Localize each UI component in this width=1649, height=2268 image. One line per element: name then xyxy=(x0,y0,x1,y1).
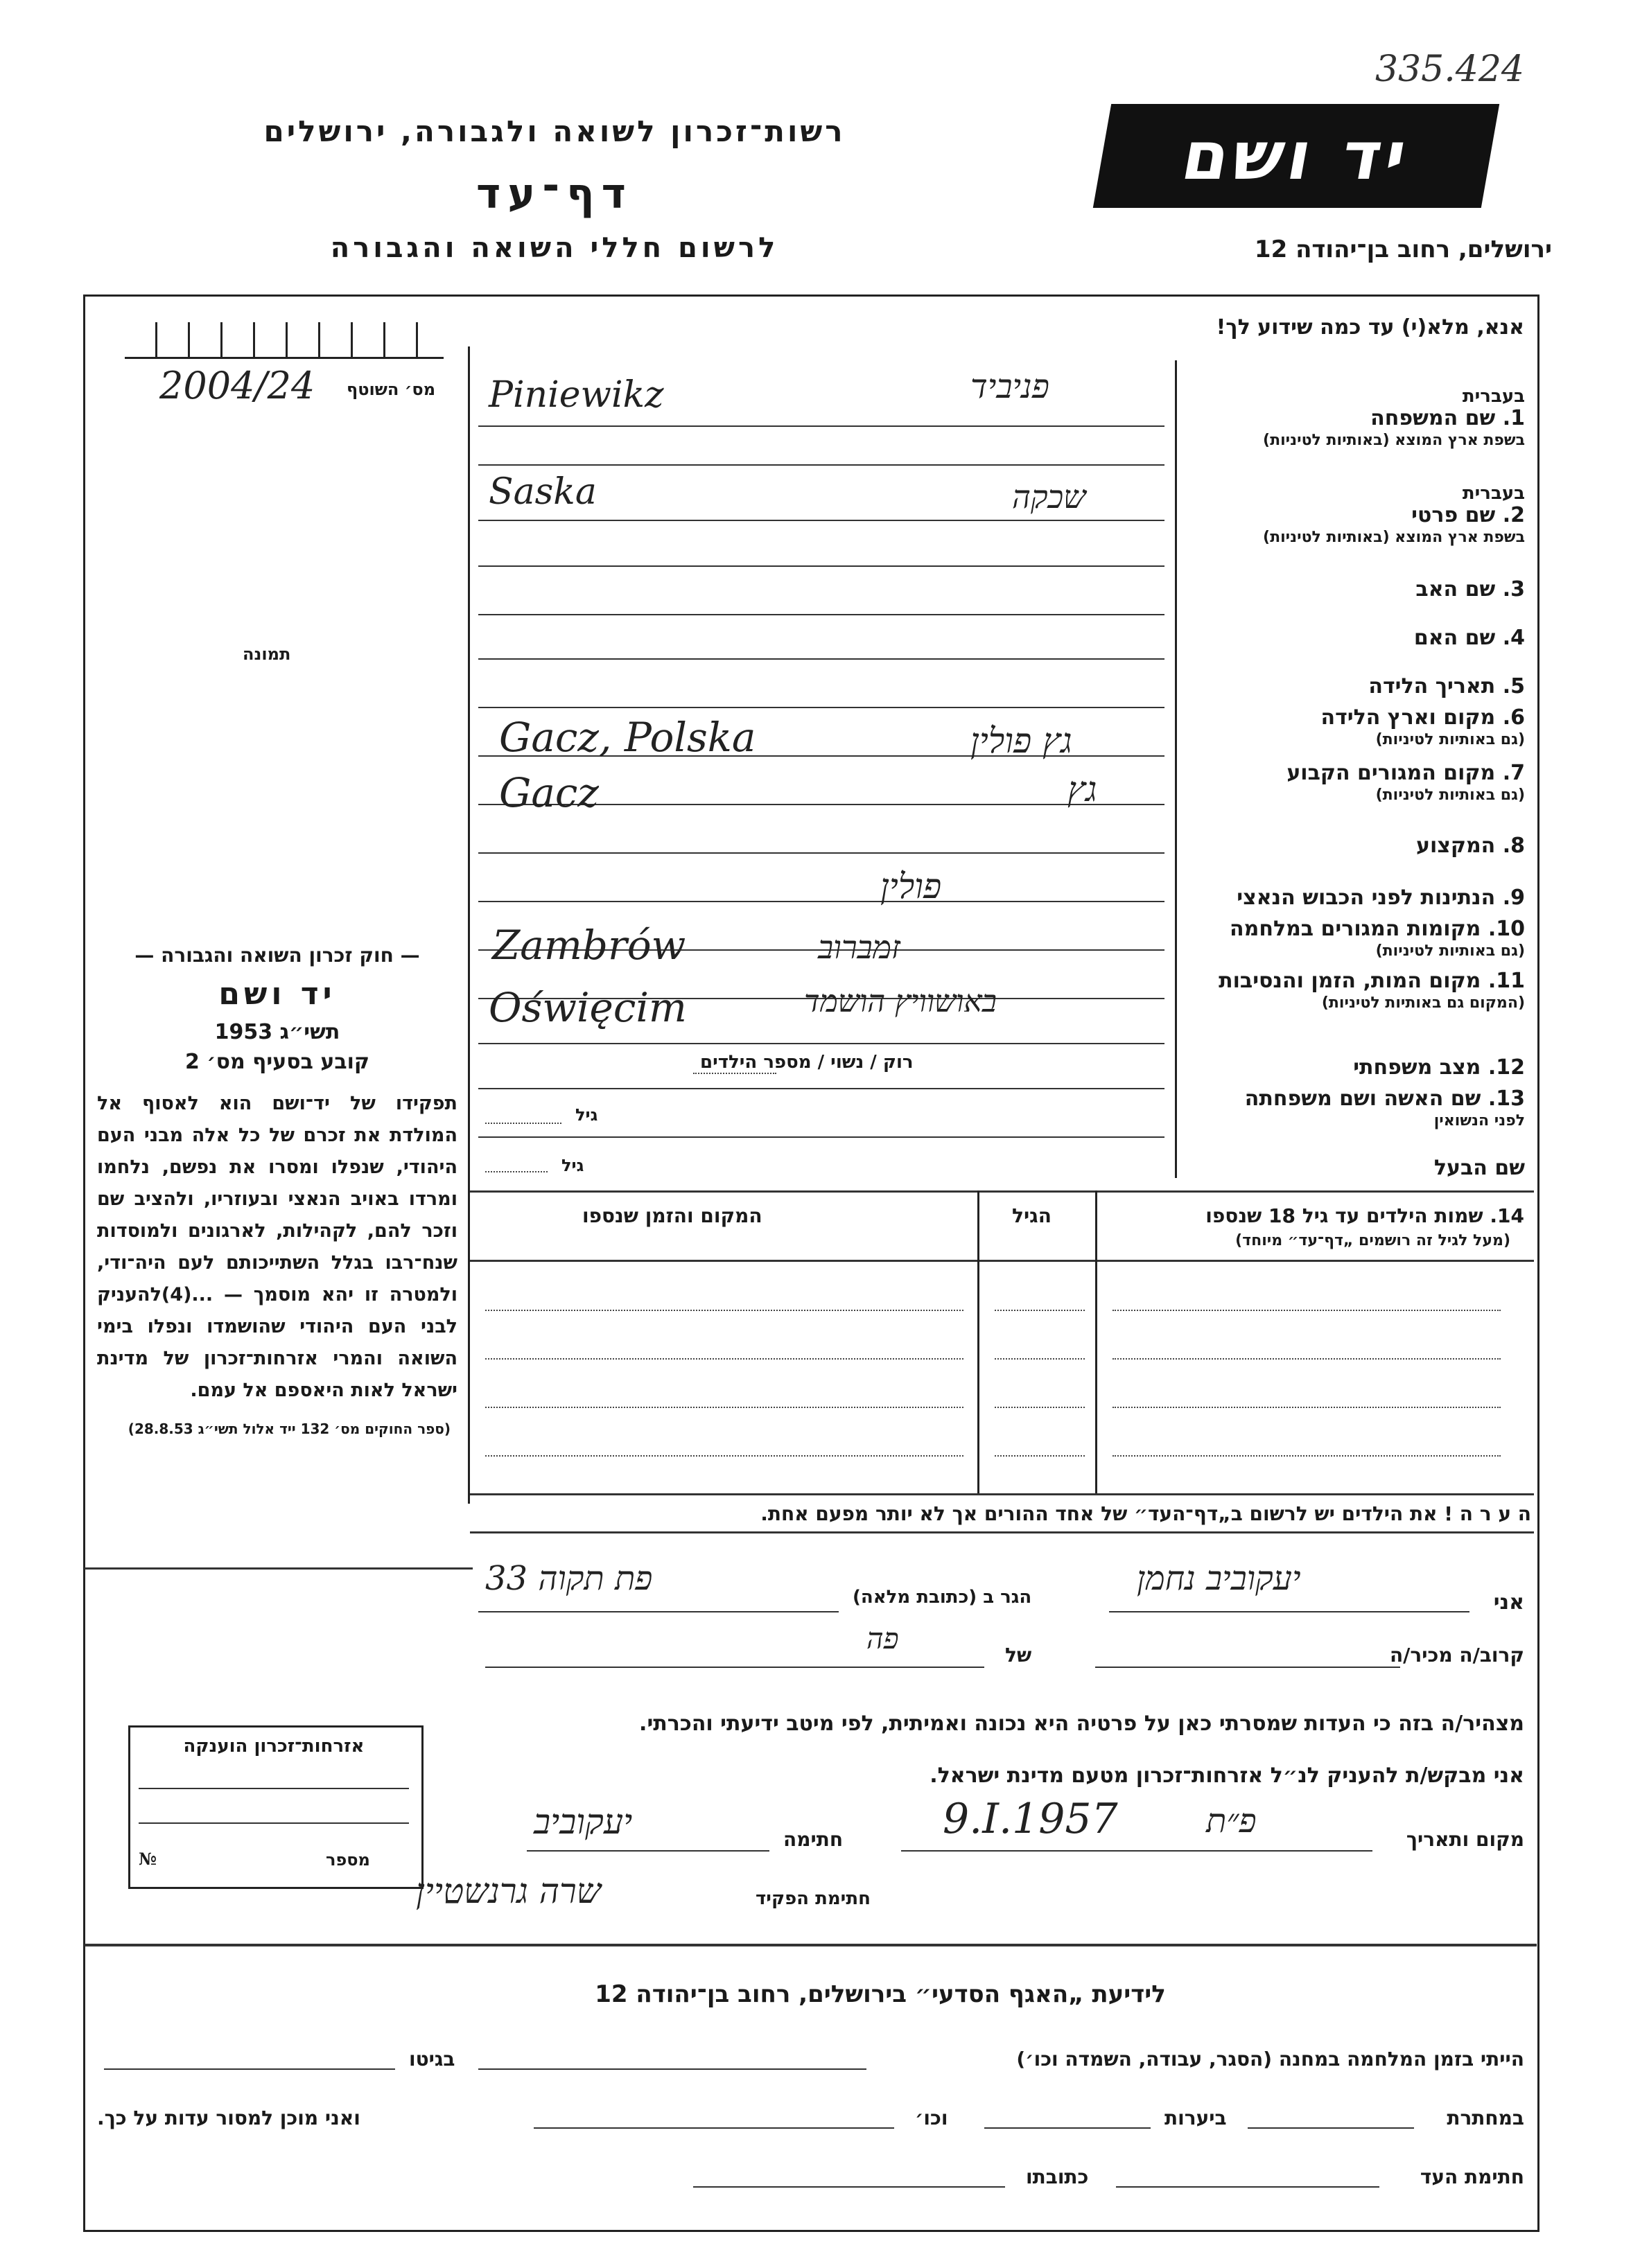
yad-vashem-logo xyxy=(1093,104,1499,208)
archive-number: 335.424 xyxy=(1375,49,1524,90)
note-bottom-line xyxy=(470,1531,1534,1533)
children-sublabel: (מעל לגיל זה רושמים „דף־עד״ מיוחד) xyxy=(1235,1232,1510,1249)
field-2-label: בעברית 2. שם פרטי בשפת ארץ המוצא (באותיות לטיניות) xyxy=(1263,483,1525,546)
death-place-hebrew: באושוויץ הושמד xyxy=(804,984,997,1019)
place-date-line xyxy=(901,1850,1372,1852)
declarant-name: יעקוביב נחמן xyxy=(1137,1559,1301,1598)
law-source: (ספר החוקים מס׳ 132 ייד אלול תשי״ג 28.8.53) xyxy=(128,1421,451,1437)
footer-line3-a: חתימת העד xyxy=(1420,2165,1524,2188)
field-labels xyxy=(1178,374,1525,1192)
citizenship-title: אזרחות־זכרון הוענקה xyxy=(183,1736,365,1757)
of-label: של xyxy=(1005,1644,1032,1667)
footer-line2-c: וכו׳ xyxy=(915,2107,948,2129)
left-column-divider xyxy=(468,346,470,1504)
signature-label: חתימה xyxy=(783,1828,844,1851)
husband-label: שם הבעל xyxy=(1433,1156,1525,1180)
field-11-label: 11. מקום המות, הזמן והנסיבות (המקום גם באותיות לטיניות) xyxy=(1219,969,1525,1012)
footer-line2-b: ביערות xyxy=(1164,2107,1227,2129)
field-5-label: 5. תאריך הלידה xyxy=(1368,674,1525,698)
signature-line xyxy=(527,1850,769,1852)
law-section: קובע בסעיף מס׳ 2 xyxy=(184,1050,370,1074)
law-panel xyxy=(90,935,464,1559)
footer-divider xyxy=(85,1944,1537,1946)
address-line xyxy=(478,1611,839,1612)
declarant-prefix: אני xyxy=(1493,1590,1524,1615)
date-value: 9.I.1957 xyxy=(943,1795,1118,1843)
footer-line1-b: בגיטו xyxy=(409,2048,455,2071)
address-label: הגר ב (כתובת מלאה) xyxy=(853,1587,1032,1608)
field-10-label: 10. מקומות המגורים במלחמה (גם באותיות לטיניות) xyxy=(1230,917,1525,960)
law-name: יד ושם xyxy=(218,976,336,1012)
clerk-signature-label: חתימת הפקיד xyxy=(756,1888,871,1909)
firstname-latin: Saska xyxy=(489,471,597,513)
wife-age-label: גיל xyxy=(575,1105,598,1125)
children-label: 14. שמות הילדים עד גיל 18 שנספו xyxy=(1205,1204,1524,1227)
declarant-address: פת תקוה 33 xyxy=(485,1559,653,1598)
death-place-latin: Oświęcim xyxy=(489,984,687,1031)
citizenship-number-prefix: № xyxy=(139,1849,157,1869)
nationality-hebrew: פולין xyxy=(880,866,942,906)
surname-latin: Piniewikz xyxy=(489,374,664,416)
footer-line2-d: ואני מוכן למסור עדות על כך. xyxy=(97,2107,360,2129)
birthplace-hebrew: גץ פולין xyxy=(970,721,1072,761)
of-line xyxy=(485,1667,984,1668)
request-text: אני מבקש/ת להעניק לנ״ל אזרחות־זכרון מטעם מדינת ישראל. xyxy=(930,1764,1524,1788)
note-text: ה ע ר ה ! את הילדים יש לרשום ב„דף־העד״ של אחד ההורים אך לא יותר מפעם אחת. xyxy=(760,1502,1531,1525)
field-1-label: בעברית 1. שם המשפחה בשפת ארץ המוצא (באותיות לטיניות) xyxy=(1263,386,1525,449)
form-title: דף־עד xyxy=(476,170,633,218)
field-13-label: 13. שם האשה ושם משפחתה לפני הנשואין xyxy=(1244,1087,1525,1129)
marital-options: רוק / נשוי / מספר הילדים xyxy=(700,1052,914,1073)
field-3-label: 3. שם האב xyxy=(1415,577,1525,601)
footer-line1-a: הייתי בזמן המלחמה במחנה (הסגר, עבודה, השמדה וכו׳) xyxy=(1016,2048,1524,2071)
note-top-line xyxy=(470,1493,1534,1495)
field-8-label: 8. המקצוע xyxy=(1415,834,1525,858)
footer-line2-a: במחתרת xyxy=(1447,2107,1524,2129)
firstname-hebrew: שכקה xyxy=(1012,478,1086,516)
authority-name: רשות־זכרון לשואה ולגבורה, ירושלים xyxy=(263,114,846,148)
children-table-top xyxy=(470,1190,1534,1193)
children-count-line xyxy=(693,1073,776,1074)
surname-hebrew: פניביד xyxy=(970,367,1049,406)
place-date-label: מקום ותאריך xyxy=(1406,1828,1524,1851)
children-table-header-line xyxy=(470,1260,1534,1262)
footer-line3-b: כתובתו xyxy=(1026,2165,1089,2188)
citizenship-number-label: מספר xyxy=(326,1850,370,1870)
field-4-label: 4. שם האם xyxy=(1413,626,1525,650)
declarant-name-line xyxy=(1109,1611,1469,1612)
law-body: תפקידו של יד־ושם הוא לאסוף אל המולדת את זכרם של כל אלה מבני העם היהודי, שנפלו ומסרו את נפשם, נלחמו ומרדו באויב הנאצי ובעוזריו, ולהציב שם וזכר להם, לקהילות, לארגונים ולמוסדות שנח־רבו בגלל השתייכותם לעם היה־ודי, ולמטרה זו יהא מוסמך — ...(4)להעניק לבני העם היהודי שהושמדו ונפלו בימי השואה והמרי אזרחות־זכרון של מדינת ישראל לאות היאספם אל עמם. xyxy=(97,1093,457,1401)
upper-section-bottom xyxy=(85,1567,473,1570)
field-9-label: 9. הנתינות לפני הכבוש הנאצי xyxy=(1237,886,1525,910)
children-rows xyxy=(478,1282,1518,1490)
serial-label: מס׳ השוטף xyxy=(347,380,436,399)
field-12-label: 12. מצב משפחתי xyxy=(1353,1055,1525,1080)
serial-value: 2004/24 xyxy=(159,364,315,407)
relation-value: פה xyxy=(866,1621,899,1655)
form-subtitle: לרשום חללי השואה והגבורה xyxy=(330,232,779,264)
law-heading: — חוק זכרון השואה והגבורה — xyxy=(134,944,420,967)
relation-label: קרוב/ה מכיר/ה xyxy=(1389,1644,1524,1667)
footer-title: לידיעת „האגף הסדעי״ בירושלים, רחוב בן־יהודה 12 xyxy=(595,1980,1166,2008)
wartime-residence-latin: Zambrów xyxy=(492,922,686,969)
field-6-label: 6. מקום וארץ הלידה (גם באותיות לטיניות) xyxy=(1320,705,1525,748)
wartime-residence-hebrew: זמברוב xyxy=(818,929,900,966)
logo-text: יד ושם xyxy=(1176,117,1417,195)
address: ירושלים, רחוב בן־יהודה 12 xyxy=(1254,236,1552,263)
field-7-label: 7. מקום המגורים הקבוע (גם באותיות לטיניות) xyxy=(1286,761,1525,804)
residence-latin: Gacz xyxy=(499,769,599,816)
residence-hebrew: גץ xyxy=(1067,769,1097,809)
children-place-header: המקום והזמן שנספו xyxy=(582,1204,762,1227)
birthplace-latin: Gacz, Polska xyxy=(499,714,756,761)
declaration-text: מצהיר/ה בזה כי העדות שמסרתי כאן על פרטיה היא נכונה ואמיתית, לפי מיטב ידיעתי והכרתי. xyxy=(639,1712,1524,1736)
place-value: פ״ת xyxy=(1206,1802,1257,1840)
relation-line xyxy=(1095,1667,1400,1668)
clerk-signature: שרה גרנשטיין xyxy=(416,1871,602,1911)
law-year: תשי״ג 1953 xyxy=(214,1020,340,1044)
wife-age-line xyxy=(485,1123,561,1124)
husband-age-label: גיל xyxy=(561,1156,584,1175)
husband-age-line xyxy=(485,1171,548,1172)
photo-label: תמונה xyxy=(243,644,291,664)
signature-value: יעקוביב xyxy=(534,1802,633,1842)
children-age-header: הגיל xyxy=(1012,1204,1052,1227)
intro-text: אנא, מלא(י) עד כמה שידוע לך! xyxy=(1216,315,1524,340)
serial-ticks xyxy=(125,322,444,359)
